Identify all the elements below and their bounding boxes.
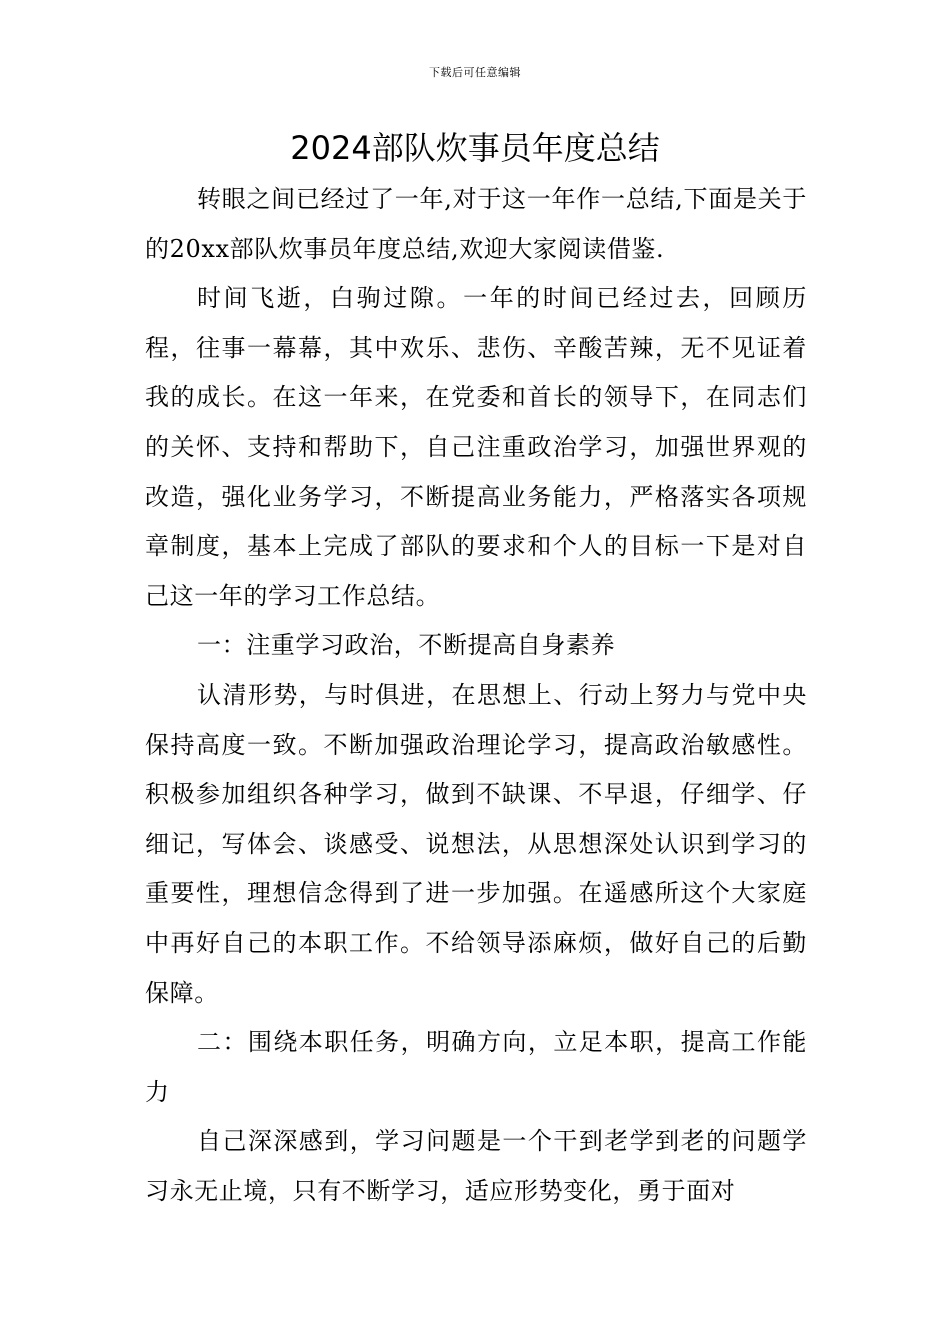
paragraph-section-2: 自己深深感到，学习问题是一个干到老学到老的问题学习永无止境，只有不断学习，适应形势变化，勇于面对 <box>145 1127 807 1205</box>
section-heading-1: 一：注重学习政治，不断提高自身素养 <box>197 631 616 660</box>
paragraph-intro: 转眼之间已经过了一年,对于这一年作一总结,下面是关于的20xx部队炊事员年度总结,欢迎大家阅读借鉴. <box>145 185 807 263</box>
document-title: 2024部队炊事员年度总结 <box>290 129 660 167</box>
section-heading-2: 二：围绕本职任务，明确方向，立足本职，提高工作能力 <box>145 1028 807 1106</box>
header-note: 下载后可任意编辑 <box>429 66 521 79</box>
paragraph-section-1: 认清形势，与时俱进，在思想上、行动上努力与党中央保持高度一致。不断加强政治理论学习，提高政治敏感性。积极参加组织各种学习，做到不缺课、不早退，仔细学、仔细记，写体会、谈感受、说想法，从思想深处认识到学习的重要性，理想信念得到了进一步加强。在遥感所这个大家庭中再好自己的本职工作。不给领导添麻烦，做好自己的后勤保障。 <box>145 680 807 1007</box>
paragraph-review: 时间飞逝，白驹过隙。一年的时间已经过去，回顾历程，往事一幕幕，其中欢乐、悲伤、辛酸苦辣，无不见证着我的成长。在这一年来，在党委和首长的领导下，在同志们的关怀、支持和帮助下，自己注重政治学习，加强世界观的改造，强化业务学习，不断提高业务能力，严格落实各项规章制度，基本上完成了部队的要求和个人的目标一下是对自己这一年的学习工作总结。 <box>145 284 807 610</box>
document-body <box>145 175 807 1216</box>
